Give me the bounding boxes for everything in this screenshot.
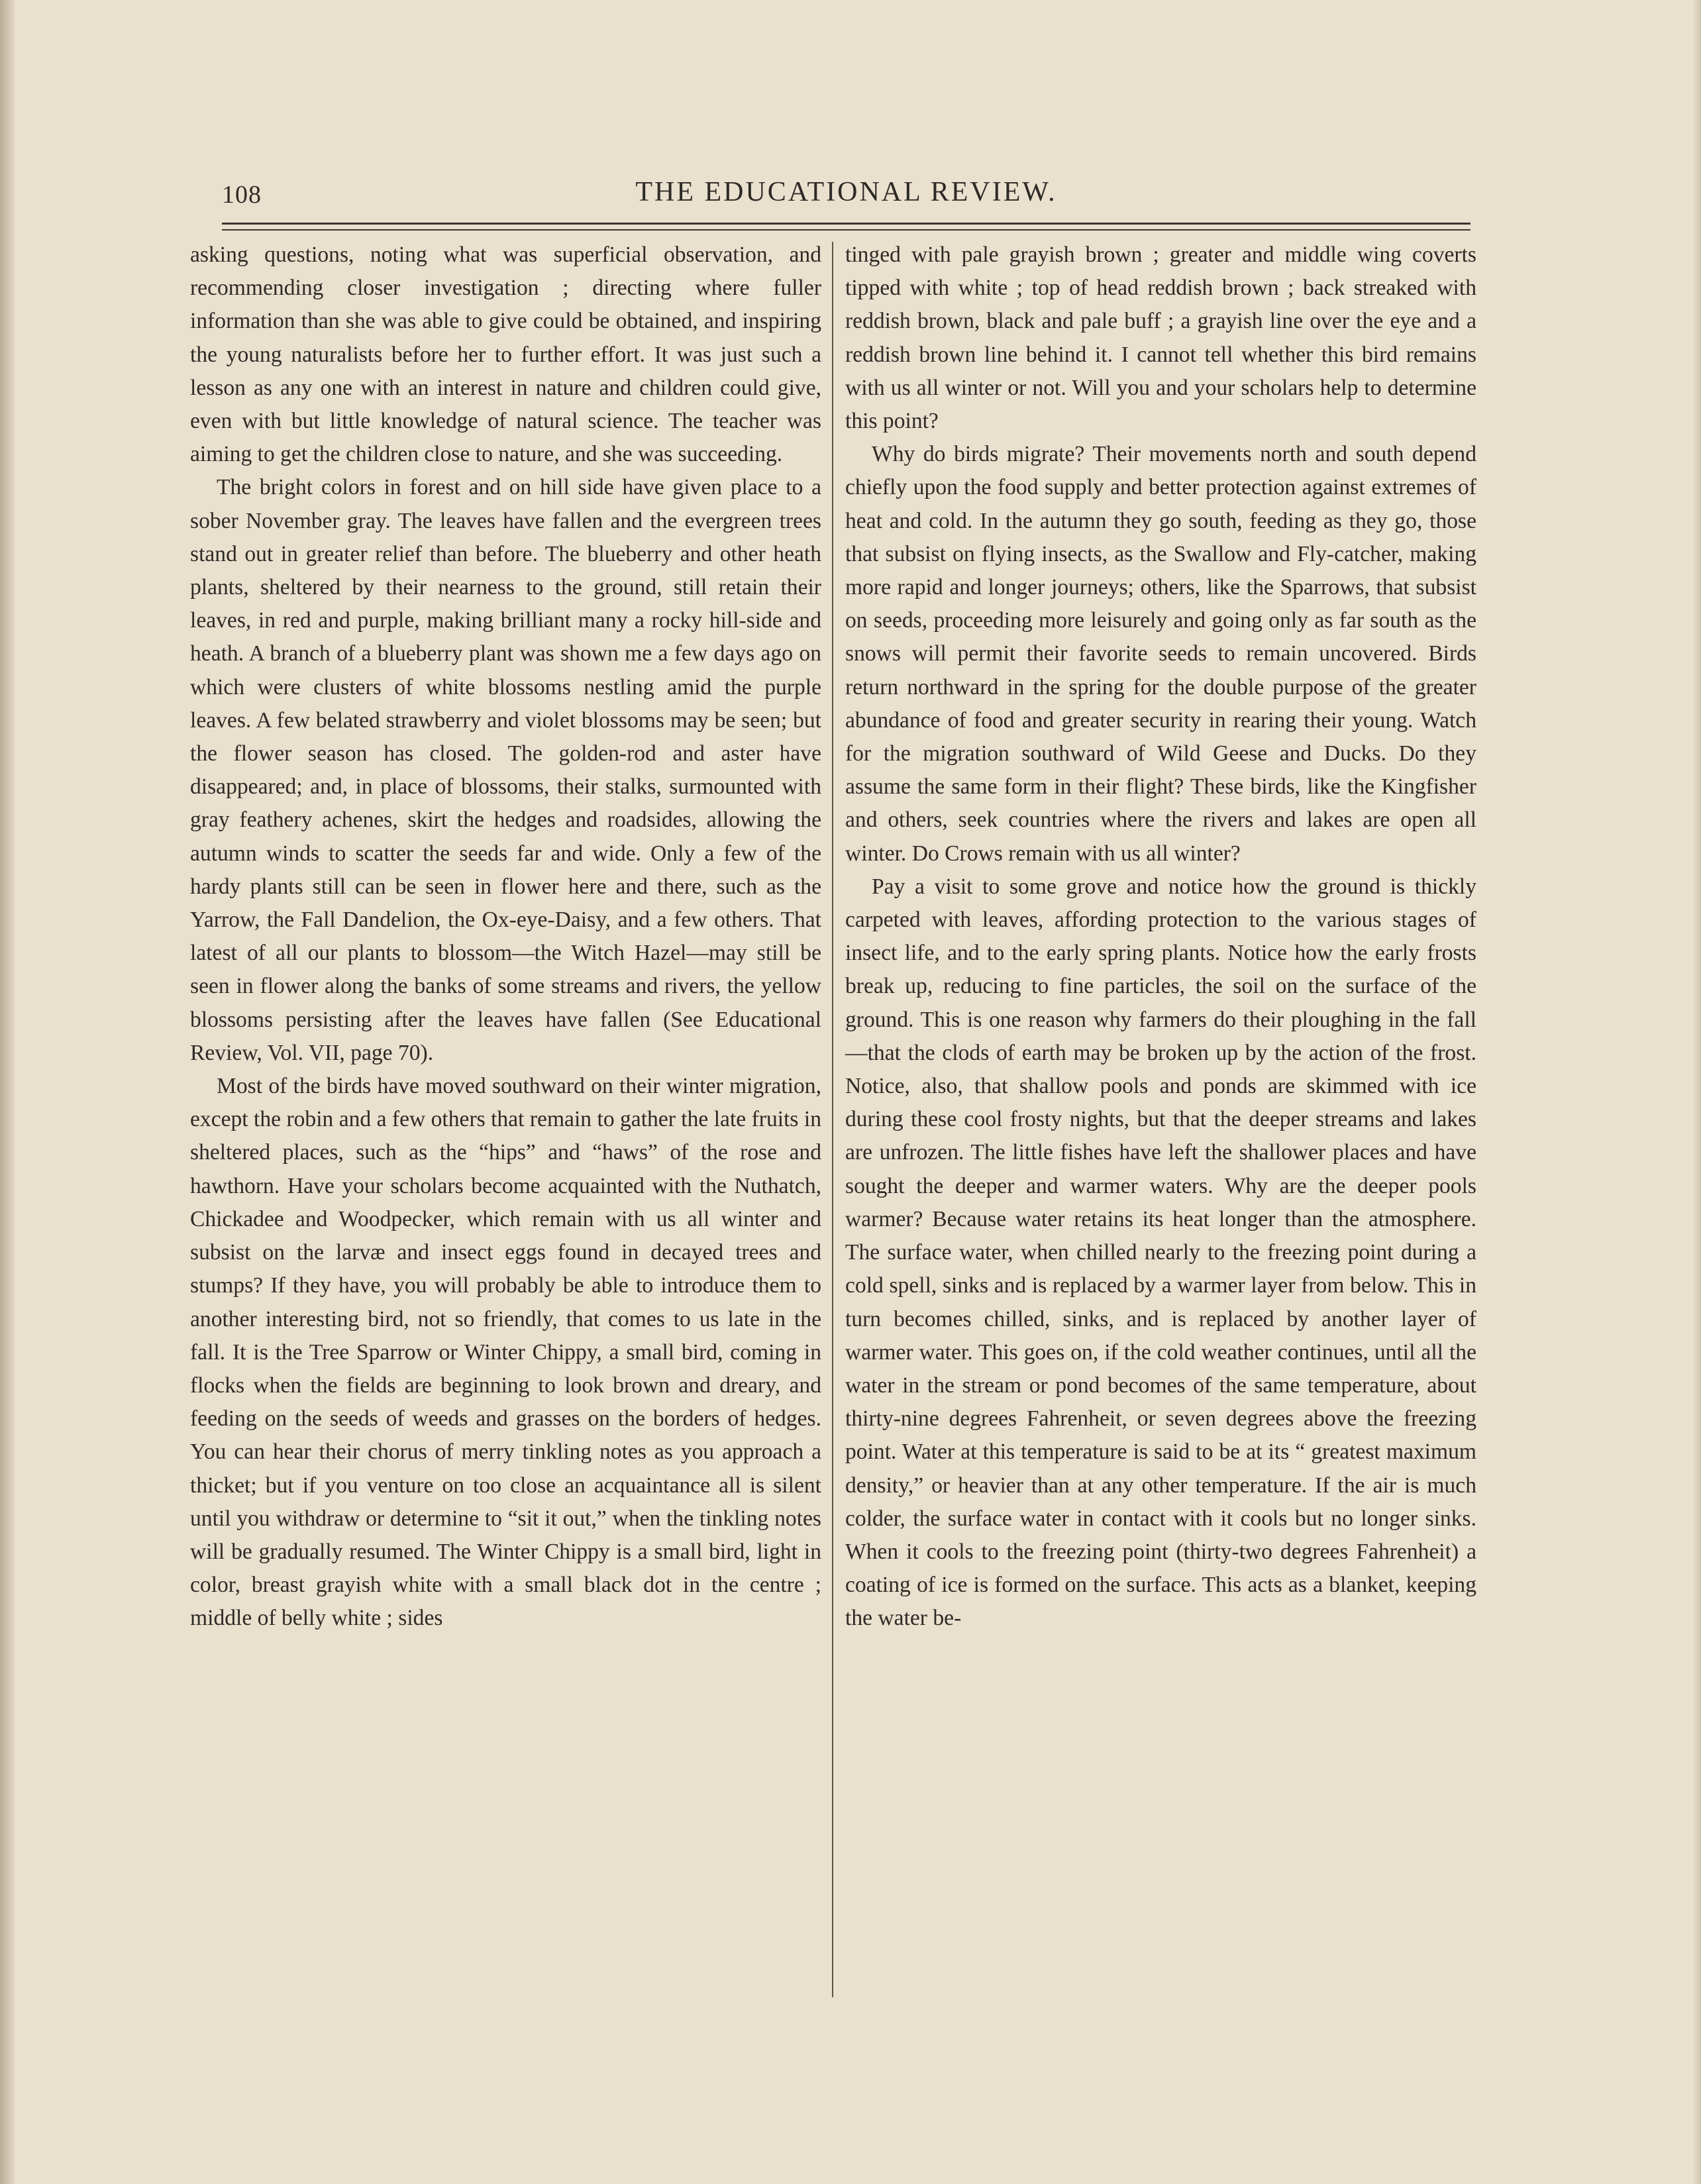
paragraph: tinged with pale grayish brown ; greater and middle wing coverts tipped with white ; top of head reddish brown ; back streaked with reddish brown, black and pale buff ; a grayish line over the eye and a reddish brown line behind it. I cannot tell whether this bird remains with us all winter or not. Will you and your scholars help to determine this point?: [845, 242, 1476, 434]
paragraph: Pay a visit to some grove and notice how the ground is thickly carpeted with leaves, affording protection to the various stages of insect life, and to the early spring plants. Notice how the early frosts break up, reducing to fine particles, the soil on the surface of the ground. This is one reason why farmers do their ploughing in the fall—that the clods of earth may be broken up by the action of the frost. Notice, also, that shallow pools and ponds are skimmed with ice during these cool frosty nights, but that the deeper streams and lakes are unfrozen. The little fishes have left the shallower places and have sought the deeper and warmer waters. Why are the deeper pools warmer? Because water retains its heat longer than the atmosphere. The surface water, when chilled nearly to the freezing point during a cold spell, sinks and is replaced by a warmer layer from below. This in turn becomes chilled, sinks, and is replaced by another layer of warmer water. This goes on, if the cold weather continues, until all the water in the stream or pond becomes of the same temperature, about thirty-nine degrees Fahrenheit, or seven degrees above the freezing point. Water at this temperature is said to be at its “ greatest maximum density,” or heavier than at any other temperature. If the air is much colder, the surface water in contact with it cools but no longer sinks. When it cools to the freezing point (thirty-two degrees Fahrenheit) a coating of ice is formed on the surface. This acts as a blanket, keeping the water be-: [845, 874, 1476, 1631]
page-binding-edge: [0, 0, 15, 2184]
header-rule-top: [222, 223, 1470, 225]
right-column: [845, 238, 1476, 1636]
page-right-edge: [1692, 0, 1701, 2184]
paragraph: Most of the birds have moved southward on their winter migration, except the robin and a few others that remain to gather the late fruits in sheltered places, such as the “hips” and “haws” of the rose and hawthorn. Have your scholars become acquainted with the Nuthatch, Chickadee and Woodpecker, which remain with us all winter and subsist on the larvæ and insect eggs found in decayed trees and stumps? If they have, you will probably be able to introduce them to another interesting bird, not so friendly, that comes to us late in the fall. It is the Tree Sparrow or Winter Chippy, a small bird, coming in flocks when the fields are beginning to look brown and dreary, and feeding on the seeds of weeds and grasses on the borders of hedges. You can hear their chorus of merry tinkling notes as you approach a thicket; but if you venture on too close an acquaintance all is silent until you withdraw or determine to “sit it out,” when the tinkling notes will be gradually resumed. The Winter Chippy is a small bird, light in color, breast grayish white with a small black dot in the centre ; middle of belly white ; sides: [190, 1074, 821, 1631]
paragraph: asking questions, noting what was superficial observation, and recommending closer investigation ; directing where fuller information than she was able to give could be obtained, and inspiring the young naturalists before her to further effort. It was just such a lesson as any one with an interest in nature and children could give, even with but little knowledge of natural science. The teacher was aiming to get the children close to nature, and she was succeeding.: [190, 242, 821, 467]
left-column: [190, 238, 821, 1636]
paragraph: Why do birds migrate? Their movements north and south depend chiefly upon the food supply and better protection against extremes of heat and cold. In the autumn they go south, feeding as they go, those that subsist on flying insects, as the Swallow and Fly-catcher, making more rapid and longer journeys; others, like the Sparrows, that subsist on seeds, proceeding more leisurely and going only as far south as the snows will permit their favorite seeds to remain uncovered. Birds return northward in the spring for the double purpose of the greater abundance of food and greater security in rearing their young. Watch for the migration southward of Wild Geese and Ducks. Do they assume the same form in their flight? These birds, like the Kingfisher and others, seek countries where the rivers and lakes are open all winter. Do Crows remain with us all winter?: [845, 442, 1476, 866]
column-divider: [832, 242, 833, 1997]
running-header: [222, 176, 1470, 216]
header-rule-bottom: [222, 229, 1470, 231]
paragraph: The bright colors in forest and on hill side have given place to a sober November gray. The leaves have fallen and the evergreen trees stand out in greater relief than before. The blueberry and other heath plants, sheltered by their nearness to the ground, still retain their leaves, in red and purple, making brilliant many a rocky hill-side and heath. A branch of a blueberry plant was shown me a few days ago on which were clusters of white blossoms nestling amid the purple leaves. A few belated strawberry and violet blossoms may be seen; but the flower season has closed. The golden-rod and aster have disappeared; and, in place of blossoms, their stalks, surmounted with gray feathery achenes, skirt the hedges and roadsides, allowing the autumn winds to scatter the seeds far and wide. Only a few of the hardy plants still can be seen in flower here and there, such as the Yarrow, the Fall Dandelion, the Ox-eye-Daisy, and a few others. That latest of all our plants to blossom—the Witch Hazel—may still be seen in flower along the banks of some streams and rivers, the yellow blossoms persisting after the leaves have fallen (See Educational Review, Vol. VII, page 70).: [190, 475, 821, 1065]
page-number: 108: [222, 181, 262, 209]
running-title: THE EDUCATIONAL REVIEW.: [635, 177, 1057, 207]
